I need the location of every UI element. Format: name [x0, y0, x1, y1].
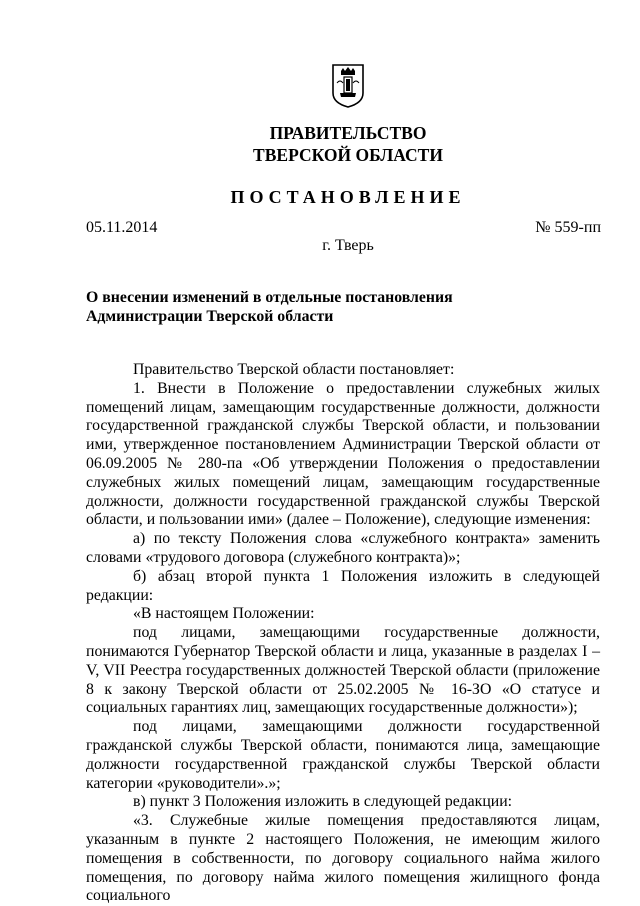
- subject-line1: О внесении изменений в отдельные постановления: [86, 289, 453, 306]
- body-paragraph: 1. Внести в Положение о предоставлении служебных жилых помещений лицам, замещающим государственные должности, должности государственной гражданской службы Тверской области, и пользовании ими, утвержденное постановлением Администрации Тверской области от 06.09.2005 № 280-па «Об утверждении Положения о предоставлении служебных жилых помещений лицам, замещающим государственные должности, должности государственной гражданской службы Тверской области, и пользовании ими» (далее – Положение), следующие изменения:: [86, 379, 600, 529]
- body-paragraph: «3. Служебные жилые помещения предоставляются лицам, указанным в пункте 2 настоящего Положения, не имеющим жилого помещения в собственности, по договору социального найма жилого помещения, по договору найма жилого помещения жилищного фонда социального: [86, 812, 600, 905]
- document-number: № 559-пп: [535, 219, 601, 236]
- body-paragraph: в) пункт 3 Положения изложить в следующей редакции:: [133, 793, 513, 811]
- organization-name-line1: ПРАВИТЕЛЬСТВО: [269, 123, 427, 143]
- document-type: ПОСТАНОВЛЕНИЕ: [230, 187, 466, 207]
- body-paragraph: а) по тексту Положения слова «служебного контракта» заменить словами «трудового договора (служебного контракта)»;: [86, 530, 600, 566]
- body-paragraph: «В настоящем Положении:: [133, 605, 315, 623]
- document-subject: [86, 288, 453, 326]
- body-paragraph: б) абзац второй пункта 1 Положения изложить в следующей редакции:: [86, 567, 600, 604]
- document-date: 05.11.2014: [86, 219, 158, 236]
- document-body: [86, 361, 600, 906]
- coat-of-arms-icon: [331, 63, 365, 108]
- body-paragraph: под лицами, замещающими государственные должности, понимаются Губернатор Тверской области и лица, указанные в разделах I – V, VII Реестра государственных должностей Тверской области (приложение 8 к закону Тверской области от 25.02.2005 № 16-ЗО «О статусе и социальных гарантиях лиц, замещающих государственные должности»);: [86, 624, 600, 717]
- body-paragraph: Правительство Тверской области постановляет:: [133, 361, 455, 378]
- organization-name-line2: ТВЕРСКОЙ ОБЛАСТИ: [253, 145, 443, 165]
- body-paragraph: под лицами, замещающими должности государственной гражданской службы Тверской области, понимаются лица, замещающие должности государственной гражданской службы Тверской области категории «руководители».»;: [86, 718, 600, 792]
- subject-line2: Администрации Тверской области: [86, 308, 334, 325]
- document-city: г. Тверь: [322, 237, 374, 254]
